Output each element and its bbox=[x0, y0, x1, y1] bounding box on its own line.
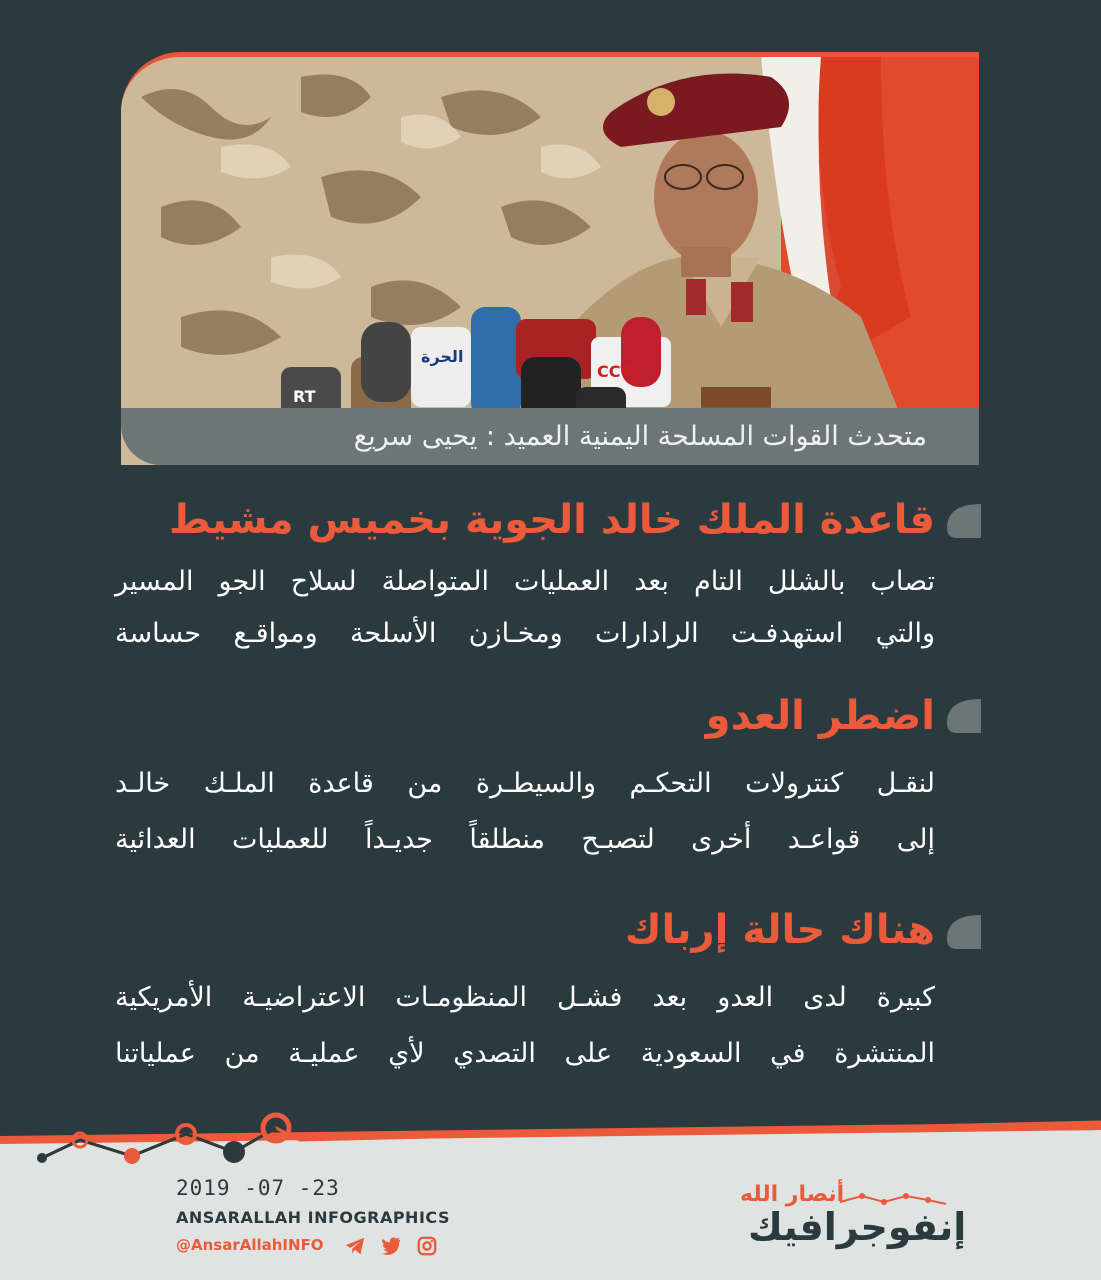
section-1 bbox=[115, 496, 935, 660]
section-line: إلى قواعـد أخرى لتصبـح منطلقاً جديـداً للعمليات العدائية bbox=[115, 824, 935, 855]
section-line: كبيرة لدى العدو بعد فشـل المنظومـات الاعتراضيـة الأمريكية bbox=[115, 982, 935, 1013]
section-heading: اضطر العدو bbox=[705, 693, 935, 739]
speaker-photo-illustration bbox=[121, 57, 979, 465]
section-heading: قاعدة الملك خالد الجوية بخميس مشيط bbox=[168, 497, 935, 543]
section-3 bbox=[115, 906, 935, 1082]
caption-bar bbox=[121, 408, 979, 465]
mic-label-rt: RT bbox=[293, 387, 316, 406]
twitter-icon[interactable] bbox=[380, 1235, 402, 1257]
brand-label: ANSARALLAH INFOGRAPHICS bbox=[176, 1208, 450, 1227]
date-label: 2019 -07 -23 bbox=[176, 1176, 340, 1200]
mic-label-alhurra: الحرة bbox=[421, 347, 464, 366]
mic-label-cctv: CCTV bbox=[597, 362, 644, 381]
section-line: لنقـل كنترولات التحكـم والسيطـرة من قاعدة الملـك خالـد bbox=[115, 768, 935, 799]
speaker-photo bbox=[121, 52, 979, 465]
bullet-leaf-icon bbox=[947, 699, 981, 733]
social-handle[interactable]: @AnsarAllahINFO bbox=[176, 1236, 324, 1254]
footer-background bbox=[0, 1100, 1101, 1280]
section-2 bbox=[115, 692, 935, 868]
telegram-icon[interactable] bbox=[344, 1235, 366, 1257]
section-line: تصاب بالشلل التام بعد العمليات المتواصلة لسلاح الجو المسير bbox=[115, 566, 935, 597]
section-heading: هناك حالة إرباك bbox=[624, 907, 935, 953]
logo-infographic: إنفوجرافيك bbox=[748, 1205, 967, 1249]
bullet-leaf-icon bbox=[947, 504, 981, 538]
bullet-leaf-icon bbox=[947, 915, 981, 949]
photo-caption: متحدث القوات المسلحة اليمنية العميد : يحيى سريع bbox=[353, 421, 927, 452]
logo-ansarallah: أنصار الله bbox=[740, 1182, 845, 1207]
section-line: المنتشرة في السعودية على التصدي لأي عمليـة من عملياتنا bbox=[115, 1038, 935, 1069]
instagram-icon[interactable] bbox=[416, 1235, 438, 1257]
section-line: والتي استهدفـت الرادارات ومخـازن الأسلحة ومواقـع حساسة bbox=[115, 618, 935, 649]
